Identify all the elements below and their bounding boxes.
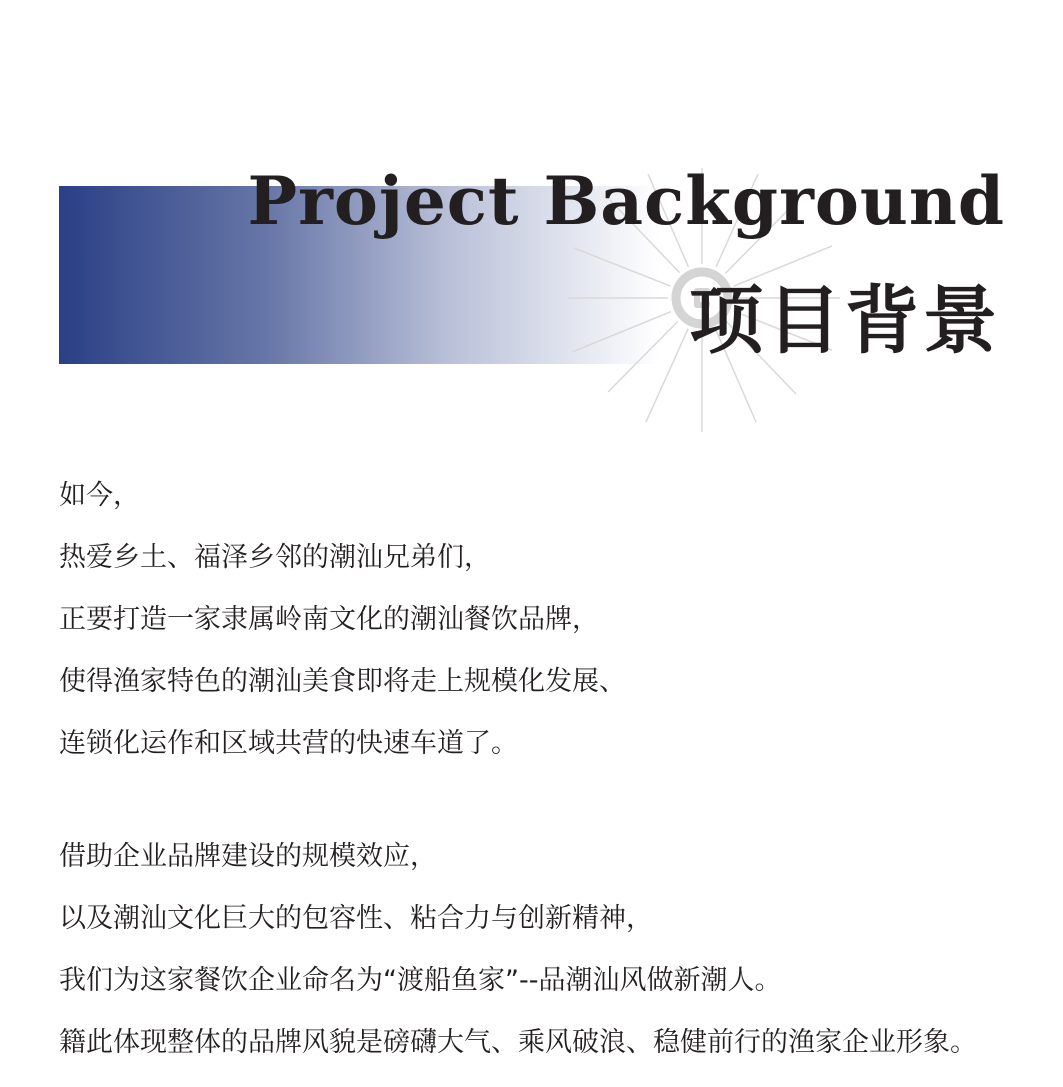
page-title-english: Project Background (247, 162, 1005, 240)
paragraph-line: 以及潮汕文化巨大的包容性、粘合力与创新精神， (59, 903, 653, 934)
paragraph-brand-naming (59, 826, 977, 1074)
paragraph-line: 如今， (59, 480, 140, 511)
page-title-chinese: 项目背景 (689, 278, 1001, 364)
paragraph-line: 连锁化运作和区域共营的快速车道了。 (59, 728, 518, 759)
paragraph-line: 我们为这家餐饮企业命名为“渡船鱼家”--品潮汕风做新潮人。 (59, 965, 782, 996)
paragraph-line: 籍此体现整体的品牌风貌是磅礴大气、乘风破浪、稳健前行的渔家企业形象。 (59, 1027, 977, 1058)
paragraph-line: 正要打造一家隶属岭南文化的潮汕餐饮品牌， (59, 604, 599, 635)
paragraph-line: 使得渔家特色的潮汕美食即将走上规模化发展、 (59, 666, 626, 697)
paragraph-line: 热爱乡土、福泽乡邻的潮汕兄弟们， (59, 542, 491, 573)
paragraph-intro (59, 465, 626, 775)
paragraph-line: 借助企业品牌建设的规模效应， (59, 841, 437, 872)
